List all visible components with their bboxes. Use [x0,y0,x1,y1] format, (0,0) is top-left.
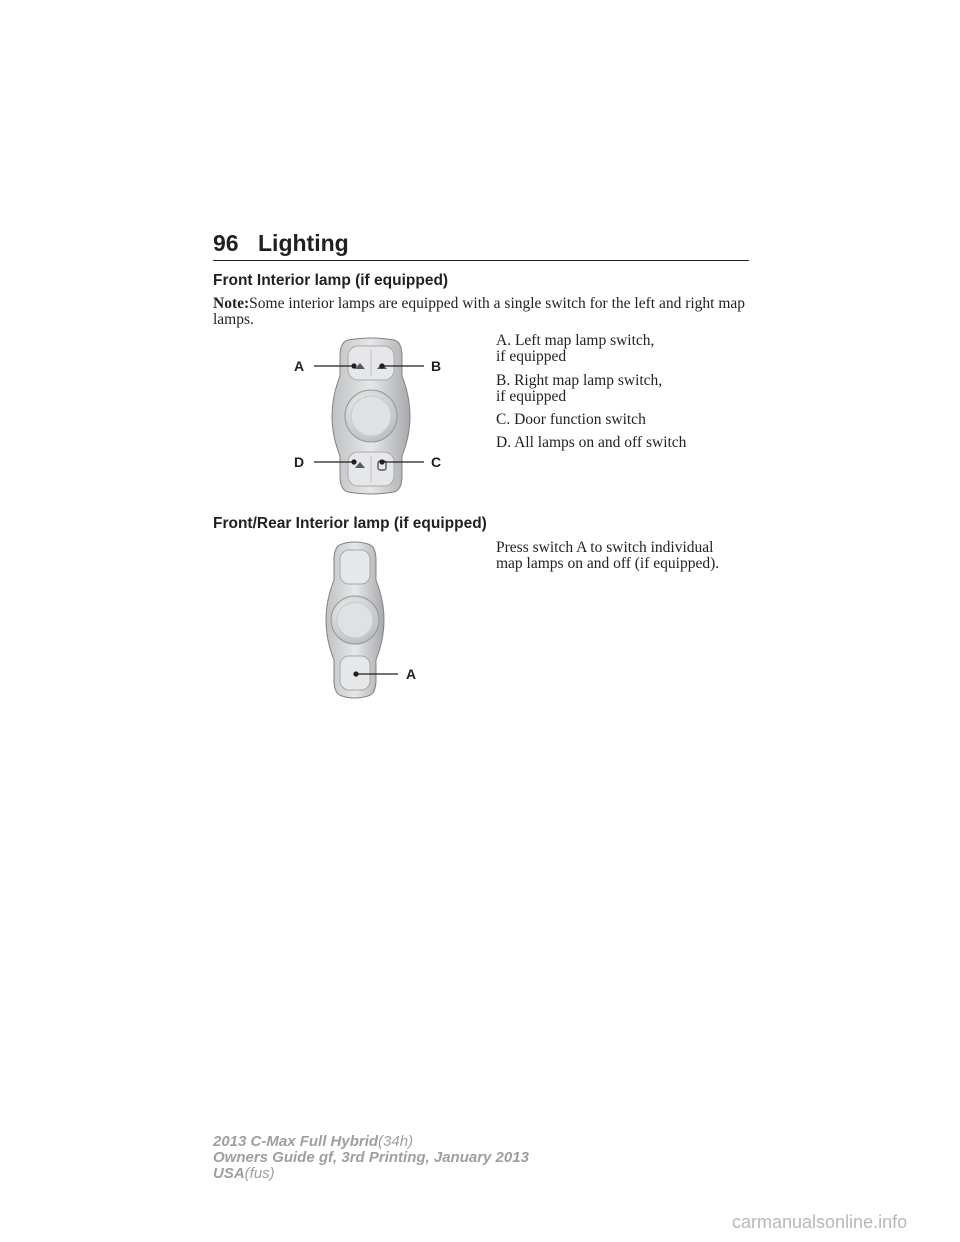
header-divider [213,260,749,261]
front-rear-interior-lamp-illustration [306,540,426,700]
footer-market-code: (fus) [244,1165,275,1182]
callout-c: C. Door function switch [496,411,646,428]
upper-switch-pad [340,550,370,584]
figure-label-c: C [431,454,442,470]
note-paragraph [213,296,753,328]
figure-label-d: D [294,454,305,470]
footer [213,1134,529,1182]
footer-line1 [213,1134,529,1150]
section-heading-front-interior-lamp: Front Interior lamp (if equipped) [213,272,449,289]
callout-b-line1: B. Right map lamp switch, [496,372,663,389]
section2-line1: Press switch A to switch individual [496,539,714,556]
section2-paragraph [496,540,756,572]
footer-model-code: (34h) [378,1133,414,1150]
page-number: 96 [213,230,239,256]
callout-a-line1: A. Left map lamp switch, [496,332,655,349]
section-heading-front-rear-interior-lamp: Front/Rear Interior lamp (if equipped) [213,515,487,532]
footer-model: 2013 C-Max Full Hybrid [213,1133,379,1150]
callout-b-line2: if equipped [496,388,567,405]
callout-b [496,373,756,405]
figure-label-b: B [431,358,442,374]
callout-a [496,333,756,365]
footer-line3 [213,1166,529,1182]
front-interior-lamp-illustration [286,336,456,496]
figure-label-a: A [294,358,305,374]
watermark: carmanualsonline.info [732,1212,908,1232]
callout-a-line2: if equipped [496,348,567,365]
footer-line2: Owners Guide gf, 3rd Printing, January 2013 [213,1149,529,1166]
figure-label-a: A [406,666,417,682]
callout-d: D. All lamps on and off switch [496,434,687,451]
section2-line2: map lamps on and off (if equipped). [496,555,720,572]
note-label: Note: [213,295,250,312]
note-text: Some interior lamps are equipped with a single switch for the left and right map lamps. [213,295,746,328]
footer-market: USA [213,1165,245,1182]
page-title: Lighting [258,230,349,256]
